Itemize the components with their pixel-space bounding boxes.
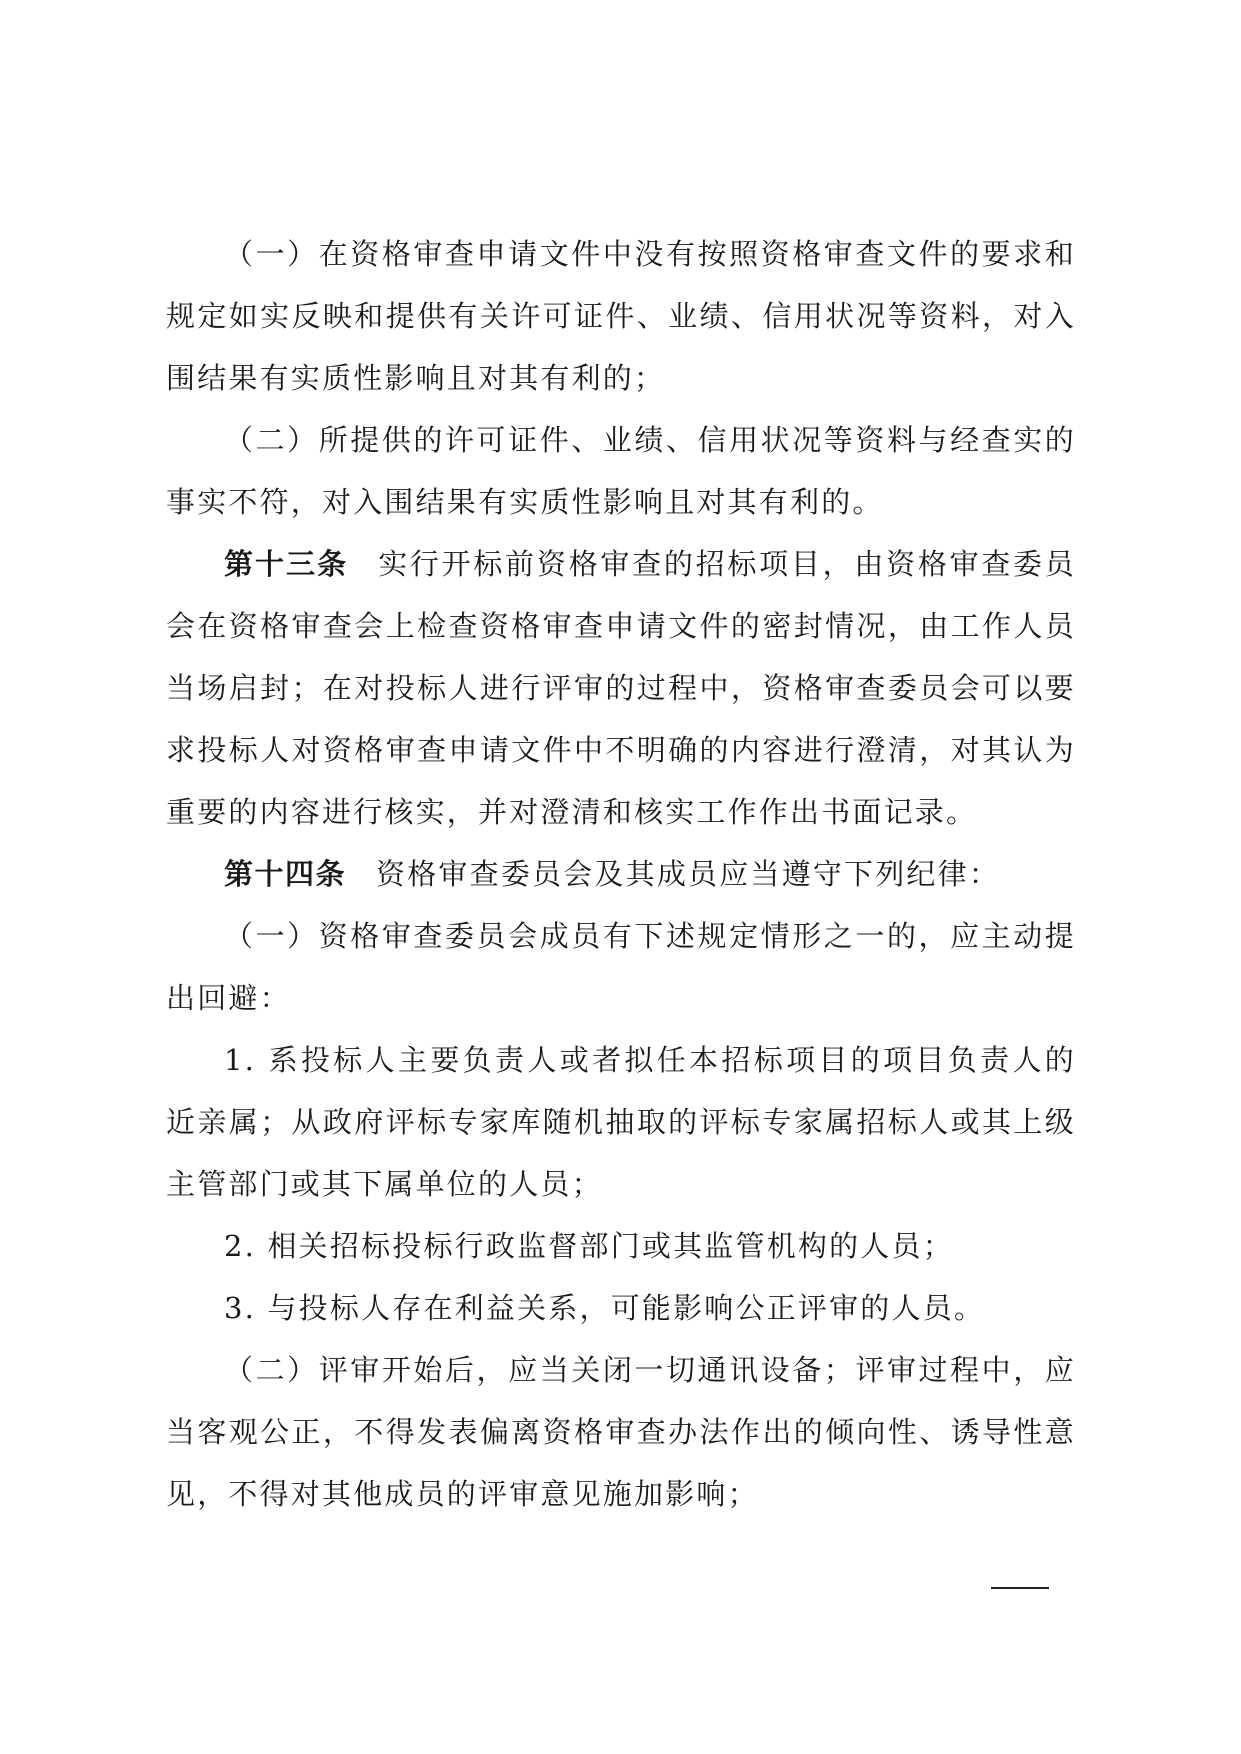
clause-paragraph [166,1339,1076,1525]
list-item-paragraph [166,1215,1076,1277]
paragraph-text: （一）资格审查委员会成员有下述规定情形之一的，应主动提出回避： [166,919,1076,1015]
document-body [166,223,1076,1525]
paragraph-text: （二）所提供的许可证件、业绩、信用状况等资料与经查实的事实不符，对入围结果有实质性影响且对其有利的。 [166,423,1076,519]
paragraph-text: （二）评审开始后，应当关闭一切通讯设备；评审过程中，应当客观公正，不得发表偏离资格审查办法作出的倾向性、诱导性意见，不得对其他成员的评审意见施加影响； [166,1353,1076,1511]
article-14-paragraph [166,843,1076,905]
paragraph-text: 3. 与投标人存在利益关系，可能影响公正评审的人员。 [224,1291,986,1325]
paragraph-text: 实行开标前资格审查的招标项目，由资格审查委员会在资格审查会上检查资格审查申请文件的密封情况，由工作人员当场启封；在对投标人进行评审的过程中，资格审查委员会可以要求投标人对资格审查申请文件中不明确的内容进行澄清，对其认为重要的内容进行核实，并对澄清和核实工作作出书面记录。 [166,547,1076,829]
page-footer-dash [991,1587,1049,1589]
paragraph-text: 1. 系投标人主要负责人或者拟任本招标项目的项目负责人的近亲属；从政府评标专家库随机抽取的评标专家属招标人或其上级主管部门或其下属单位的人员； [166,1043,1076,1201]
article-13-paragraph [166,533,1076,843]
clause-paragraph [166,409,1076,533]
clause-paragraph [166,905,1076,1029]
article-title: 第十三条 [224,547,349,581]
clause-paragraph [166,223,1076,409]
list-item-paragraph [166,1277,1076,1339]
paragraph-text: 资格审查委员会及其成员应当遵守下列纪律： [376,857,1001,891]
list-item-paragraph [166,1029,1076,1215]
article-title: 第十四条 [224,857,347,891]
paragraph-text: （一）在资格审查申请文件中没有按照资格审查文件的要求和规定如实反映和提供有关许可证件、业绩、信用状况等资料，对入围结果有实质性影响且对其有利的； [166,237,1076,395]
paragraph-text: 2. 相关招标投标行政监督部门或其监管机构的人员； [224,1229,954,1263]
